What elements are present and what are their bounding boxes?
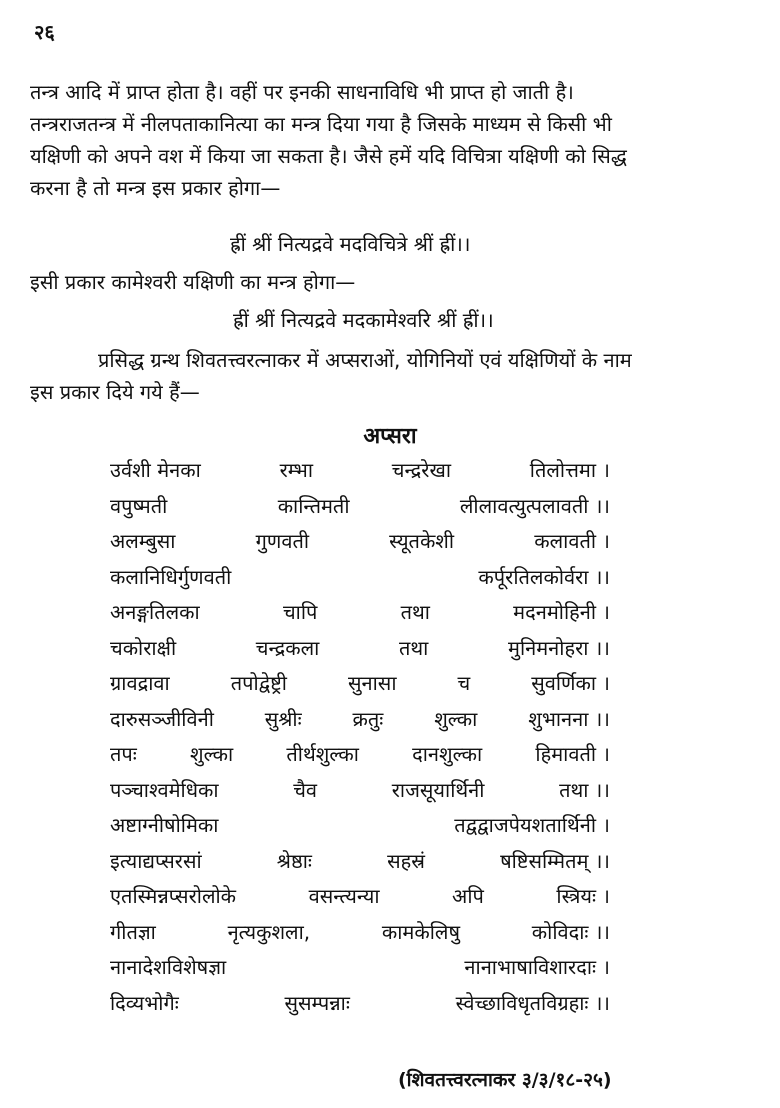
verse-word: रम्भा	[279, 458, 314, 482]
mantra-kameshvari: ह्रीं श्रीं नित्यद्रवे मदकामेश्वरि श्रीं ह्रीं।।	[233, 308, 494, 332]
verse-line	[110, 634, 610, 670]
verse-word: चैव	[293, 777, 318, 802]
verse-word: चन्द्रकला	[255, 635, 320, 660]
verse-line	[110, 918, 610, 954]
verse-word: अपि	[452, 884, 484, 908]
verse-word: स्यूतकेशी	[389, 529, 455, 553]
verse-word: पञ्चाश्वमेधिका	[110, 777, 219, 802]
mantra-vichitra: ह्रीं श्रीं नित्यद्रवे मदविचित्रे श्रीं ह्रीं।।	[230, 232, 471, 256]
verse-word: क्रतुः	[352, 706, 384, 731]
verse-word: स्वेच्छाविधृतविग्रहाः ।।	[455, 990, 610, 1015]
section-heading: अप्सरा	[363, 424, 417, 449]
verse-word: एतस्मिन्नप्सरोलोके	[110, 884, 237, 908]
verse-line	[110, 705, 610, 741]
verse-word: अनङ्गतिलका	[110, 600, 200, 624]
verse-word: चापि	[282, 600, 318, 624]
text-line: तन्त्रराजतन्त्र में नीलपताकानित्या का मन्त्र दिया गया है जिसके माध्यम से किसी भी	[30, 112, 612, 136]
verse-word: अलम्बुसा	[110, 529, 176, 553]
verse-line	[110, 527, 610, 563]
text-line: इस प्रकार दिये गये हैं—	[30, 380, 200, 404]
verse-word: तीर्थशुल्का	[286, 742, 359, 766]
verse-line	[110, 847, 610, 883]
verse-word: तपः	[110, 742, 137, 766]
verse-word: कलानिधिर्गुणवती	[110, 564, 232, 589]
verse-word: तद्वद्वाजपेयशतार्थिनी ।	[454, 813, 610, 837]
verse-word: तथा	[398, 635, 429, 660]
verse-word: मुनिमनोहरा ।।	[507, 635, 610, 660]
verse-line	[110, 492, 610, 528]
text-line: इसी प्रकार कामेश्वरी यक्षिणी का मन्त्र होगा—	[30, 270, 356, 294]
verse-word: षष्टिसम्मितम् ।।	[500, 848, 610, 873]
paragraph-source	[30, 344, 742, 408]
verse-word: सहस्रं	[387, 848, 425, 873]
verse-word: नानाभाषाविशारदाः ।	[464, 955, 610, 979]
verse-word: तिलोत्तमा ।	[529, 458, 610, 482]
verse-word: दिव्यभोगैः	[110, 990, 179, 1015]
verse-word: सुनासा	[348, 671, 397, 695]
verse-word: अष्टाग्नीषोमिका	[110, 813, 219, 837]
verse-word: गुणवती	[255, 529, 310, 553]
verse-word: सुश्रीः	[264, 706, 302, 731]
verse-word: उर्वशी मेनका	[110, 458, 201, 482]
verse-word: श्रेष्ठाः	[276, 848, 312, 873]
verse-word: चन्द्ररेखा	[391, 458, 452, 482]
verse-line	[110, 882, 610, 918]
text-line: यक्षिणी को अपने वश में किया जा सकता है। जैसे हमें यदि विचित्रा यक्षिणी को सिद्ध	[30, 144, 627, 168]
verse-word: कोविदाः ।।	[531, 919, 610, 944]
verse-word: हिमावती ।	[535, 742, 610, 766]
verse-block	[110, 456, 610, 1024]
verse-word: च	[457, 671, 471, 695]
page-number: २६	[34, 20, 55, 44]
verse-word: शुल्का	[190, 742, 234, 766]
citation: (शिवतत्त्वरत्नाकर ३/३/१८-२५)	[398, 1069, 612, 1091]
verse-line	[110, 669, 610, 705]
verse-word: तपोद्वेष्ट्री	[230, 671, 287, 695]
text-line: तन्त्र आदि में प्राप्त होता है। वहीं पर इनकी साधनाविधि भी प्राप्त हो जाती है।	[30, 80, 574, 104]
verse-word: ग्रावद्रावा	[110, 671, 170, 695]
verse-word: तथा	[400, 600, 430, 624]
verse-line	[110, 598, 610, 634]
verse-word: वसन्त्यन्या	[308, 884, 380, 908]
verse-word: नृत्यकुशला,	[227, 919, 311, 944]
verse-word: इत्याद्यप्सरसां	[110, 848, 202, 873]
verse-word: दारुसञ्जीविनी	[110, 706, 214, 731]
verse-word: गीतज्ञा	[110, 919, 156, 944]
verse-line	[110, 811, 610, 847]
verse-word: स्त्रियः ।	[556, 884, 610, 908]
verse-word: तथा ।।	[559, 777, 610, 802]
verse-word: कलावती ।	[534, 529, 610, 553]
verse-word: कान्तिमती	[277, 493, 350, 518]
verse-word: कामकेलिषु	[381, 919, 461, 944]
paragraph-intro	[30, 76, 742, 204]
verse-word: शुल्का	[434, 706, 478, 731]
verse-word: मदनमोहिनी ।	[513, 600, 610, 624]
verse-word: चकोराक्षी	[110, 635, 177, 660]
verse-word: दानशुल्का	[412, 742, 483, 766]
verse-word: लीलावत्युत्पलावती ।।	[459, 493, 610, 518]
verse-word: राजसूयार्थिनी	[391, 777, 485, 802]
verse-word: वपुष्मती	[110, 493, 168, 518]
text-line: करना है तो मन्त्र इस प्रकार होगा—	[30, 176, 281, 200]
verse-line	[110, 989, 610, 1025]
verse-line	[110, 456, 610, 492]
verse-word: शुभानना ।।	[528, 706, 610, 731]
verse-word: कर्पूरतिलकोर्वरा ।।	[478, 564, 610, 589]
verse-line	[110, 740, 610, 776]
verse-line	[110, 563, 610, 599]
verse-word: नानादेशविशेषज्ञा	[110, 955, 227, 979]
verse-line	[110, 953, 610, 989]
verse-word: सुसम्पन्नाः	[284, 990, 350, 1015]
text-line: प्रसिद्ध ग्रन्थ शिवतत्त्वरत्नाकर में अप्सराओं, योगिनियों एवं यक्षिणियों के नाम	[98, 348, 632, 372]
verse-line	[110, 776, 610, 812]
verse-word: सुवर्णिका ।	[531, 671, 610, 695]
